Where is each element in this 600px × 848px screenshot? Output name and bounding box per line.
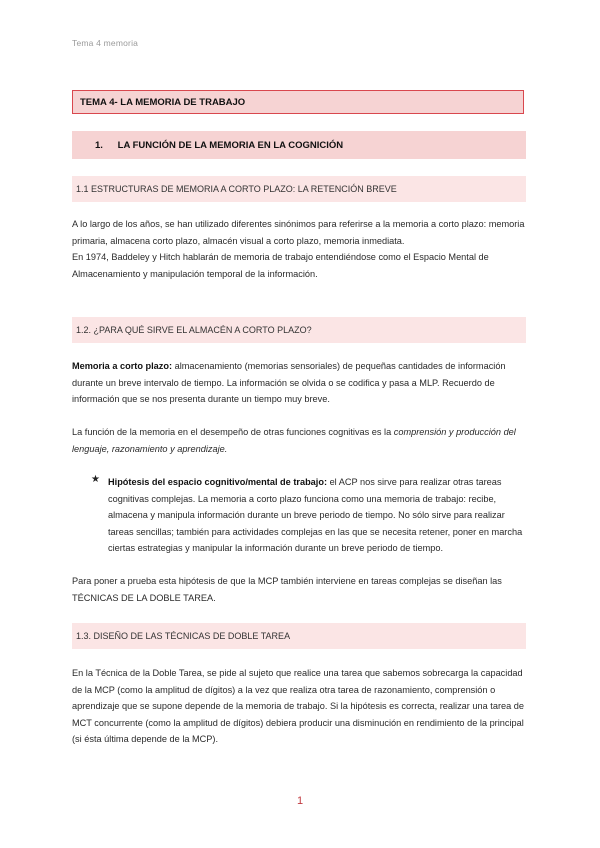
paragraph-italic: comprensión y producción del lenguaje, razonamiento y aprendizaje. — [72, 427, 516, 454]
section-1-heading — [72, 131, 526, 159]
subsection-1-3-heading: 1.3. DISEÑO DE LAS TÉCNICAS DE DOBLE TAREA — [72, 623, 526, 649]
section-1-title: LA FUNCIÓN DE LA MEMORIA EN LA COGNICIÓN — [117, 140, 344, 151]
paragraph-text: La función de la memoria en el desempeño de otras funciones cognitivas es la — [72, 427, 394, 437]
short-term-memory-definition — [72, 358, 526, 408]
hypothesis-label: Hipótesis del espacio cognitivo/mental de trabajo: — [108, 477, 328, 487]
subsection-1-3-body: En la Técnica de la Doble Tarea, se pide al sujeto que realice una tarea que sabemos sobrecarga la capacidad de la MCP (como la amplitud de dígitos) a la vez que realiza otra tarea de razonamiento, comprensión o aprendizaje que se supone depende de la memoria de trabajo. Si la hipótesis es correcta, realizar una tarea de MCT concurrente (como la amplitud de dígitos) debiera producir una disminución en rendimiento de la principal (si ésta última depende de la MCP). — [72, 668, 524, 745]
hypothesis-bullet — [108, 474, 526, 557]
paragraph: En 1974, Baddeley y Hitch hablarán de memoria de trabajo entendiéndose como el Espacio Mental de Almacenamiento y manipulación temporal de la información. — [72, 252, 489, 279]
paragraph: A lo largo de los años, se han utilizado diferentes sinónimos para referirse a la memoria a corto plazo: memoria primaria, almacena corto plazo, almacén visual a corto plazo, memoria inmediata. — [72, 219, 525, 246]
paragraph — [72, 424, 526, 457]
double-task-intro: Para poner a prueba esta hipótesis de que la MCP también interviene en tareas complejas se diseñan las TÉCNICAS DE LA DOBLE TAREA. — [72, 576, 502, 603]
page-number: 1 — [296, 795, 304, 807]
term-definition: almacenamiento (memorias sensoriales) de pequeñas cantidades de información durante un breve intervalo de tiempo. La información se olvida o se codifica y pasa a MLP. Recuerdo de información que se nos presenta durante un tiempo muy breve. — [72, 361, 506, 405]
hypothesis-text: el ACP nos sirve para realizar otras tareas cognitivas complejas. La memoria a corto plazo funciona como una memoria de trabajo: recibe, almacena y manipula información durante un breve periodo de tiempo. No sólo sirve para realizar tareas sencillas; también para actividades complejas en las que se necesita retener, poner en marcha ciertas estrategias y manipular la información durante un breve periodo de tiempo. — [108, 477, 523, 554]
document-title: TEMA 4- LA MEMORIA DE TRABAJO — [72, 90, 524, 114]
term-label: Memoria a corto plazo: — [72, 361, 173, 371]
page-header: Tema 4 memoria — [72, 38, 139, 48]
paragraph — [72, 358, 526, 408]
star-bullet-icon: ★ — [91, 474, 100, 485]
section-1-number: 1. — [95, 140, 103, 151]
subsection-1-1-body — [72, 216, 526, 282]
subsection-1-2-heading: 1.2. ¿PARA QUÉ SIRVE EL ALMACÉN A CORTO PLAZO? — [72, 317, 526, 343]
subsection-1-1-heading: 1.1 ESTRUCTURAS DE MEMORIA A CORTO PLAZO: LA RETENCIÓN BREVE — [72, 176, 526, 202]
memory-function-paragraph — [72, 424, 526, 457]
